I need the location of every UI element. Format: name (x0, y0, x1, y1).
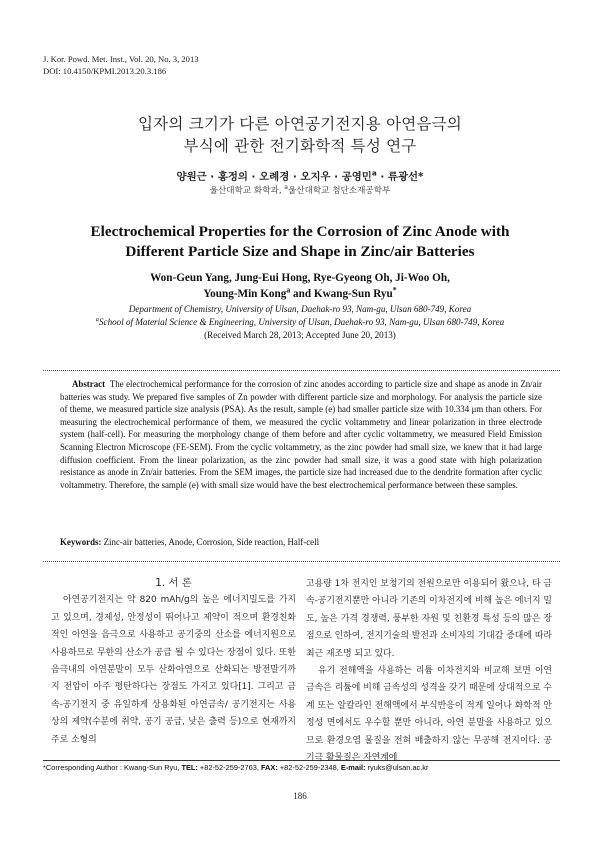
english-authors-line2-a: Young-Min Kong (203, 288, 287, 300)
footnote (43, 763, 428, 772)
english-authors-line2 (0, 286, 600, 302)
received-dates: (Received March 28, 2013; Accepted June 20, 2013) (204, 329, 396, 340)
english-affil2: School of Material Science & Engineering, University of Ulsan, Daehak-ro 93, Nam-gu, Ulsan 680-749, Korea (98, 316, 505, 327)
section-title: 1. 서 론 (155, 577, 192, 589)
english-authors-line2-sup: a (286, 285, 291, 295)
korean-affil-b: 울산대학교 첨단소재공학부 (287, 186, 391, 196)
english-title-line1: Electrochemical Properties for the Corrosion of Zinc Anode with (90, 223, 510, 240)
abstract-text: The electrochemical performance for the corrosion of zinc anodes according to particle size and shape as anode in Zn/air batteries was study. We prepared five samples of Zn powder with different particle size and morphology. For analysis the particle size of theme, we measured particle size analysis (PSA). As the result, sample (e) had smaller particle size with 10.334 μm than others. For measuring the electrochemical performance of them, we measured the cyclic voltammetry and linear polarization in three electrode system (half-cell). For measuring the morphology change of them before and after cyclic voltammetry, we measured Field Emission Scanning Electron Microscope (FE-SEM). From the cyclic voltammetry, as the zinc powder had small size, we knew that it had large diffusion coefficient. From the linear polarization, as the zinc powder had small size, it was a good state with high polarization resistance as anode in Zn/air batteries. From the SEM images, the particle size had increased due to the dendrite formation after cyclic voltammetry. Therefore, the sample (e) with small size would have the best electrochemical performance between these samples. (60, 379, 543, 490)
footnote-tel-label: TEL: (181, 763, 198, 772)
divider-top (43, 370, 560, 371)
english-authors (0, 270, 600, 302)
abstract-label: Abstract (72, 379, 106, 389)
abstract (60, 378, 542, 491)
korean-authors-sup: a (371, 168, 377, 178)
footnote-name: Kwang-Sun Ryu, (123, 763, 182, 772)
korean-authors-b: · 류광선* (376, 171, 424, 183)
english-affil1: Department of Chemistry, University of Ulsan, Daehak-ro 93, Nam-gu, Ulsan 680-749, Korea (128, 304, 472, 314)
keywords-label: Keywords: (60, 537, 102, 547)
right-paragraph-1: 고용량 1차 전지인 보청기의 전원으로만 이용되어 왔으나, 타 금속-공기전지뿐만 아니라 기존의 이차전지에 비해 높은 에너지 밀도, 높은 가격 경쟁력, 풍부한 자원 및 친환경 특성 등의 많은 장점으로 인하여, 전지기술의 발전과 소비자의 기대감 증대에 따라 최근 재조명 되고 있다. (306, 579, 552, 659)
english-title-line2: Different Particle Size and Shape in Zinc/air Batteries (125, 243, 475, 260)
footnote-fax: +82-52-259-2348, (277, 763, 341, 772)
footnote-rule (43, 760, 560, 761)
footnote-email: ryuks@ulsan.ac.kr (365, 763, 429, 772)
korean-authors-a: 양원근 · 홍정의 · 오례경 · 오지우 · 공영민 (176, 171, 372, 183)
footnote-email-label: E-mail: (340, 763, 366, 772)
footnote-label: *Corresponding Author : (43, 763, 124, 772)
divider-bottom (43, 561, 560, 562)
korean-title (0, 113, 600, 157)
keywords (60, 537, 542, 547)
english-affil2-sup: a (95, 315, 99, 323)
english-title (0, 222, 600, 262)
korean-title-line1: 입자의 크기가 다른 아연공기전지용 아연음극의 (138, 115, 462, 133)
english-authors-line2-b: and Kwang-Sun Ryu (290, 288, 393, 300)
english-authors-line1: Won-Geun Yang, Jung-Eui Hong, Rye-Gyeong Oh, Ji-Woo Oh, (150, 272, 450, 284)
body-right-column (306, 576, 552, 767)
body-left-column (51, 575, 296, 749)
english-affil2-line (0, 316, 600, 329)
korean-affil-sup: a (284, 184, 288, 192)
left-paragraph-1: 아연공기전지는 약 820 mAh/g의 높은 에너지밀도를 가지고 있으며, 경제성, 안정성이 뛰어나고 제약이 적으며 환경친화적인 아연을 음극으로 사용하고 공기중의 산소를 에너지원으로 사용하므로 무한의 산소가 공급 될 수 있다는 장점이 있다. 또한 음극내의 아연분말이 모두 산화아연으로 산화되는 방전말기까지 전압이 아주 평탄하다는 장점도 가지고 있다[1]. 그리고 금속-공기전지 중 유일하게 상용화된 아연금속/ 공기전지는 사용상의 제약(수분에 취약, 공기 공급, 낮은 출력 등)으로 현재까지 주로 소형의 (51, 595, 296, 745)
korean-authors (0, 168, 600, 183)
journal-doi: DOI: 10.4150/KPMI.2013.20.3.186 (43, 66, 167, 76)
journal-header (43, 53, 199, 77)
korean-affiliation (0, 184, 600, 196)
korean-affil-a: 울산대학교 화학과, (209, 186, 285, 196)
page-number: 186 (293, 791, 307, 801)
keywords-text: Zinc-air batteries, Anode, Corrosion, Side reaction, Half-cell (103, 537, 320, 547)
korean-title-line2: 부식에 관한 전기화학적 특성 연구 (183, 137, 417, 155)
english-affiliations (0, 303, 600, 341)
english-authors-line2-star: * (392, 285, 397, 295)
footnote-fax-label: FAX: (260, 763, 278, 772)
journal-citation: J. Kor. Powd. Met. Inst., Vol. 20, No. 3, 2013 (43, 54, 199, 64)
right-paragraph-2: 유기 전해액을 사용하는 리튬 이차전지와 비교해 보면 이연금속은 리튬에 비해 금속성의 성격을 갖기 때문에 상대적으로 수계 또는 알칼라인 전해액에서 부식반응이 적게 일어나 화학적 안정성 면에서도 우수할 뿐만 아니라, 아연 분말을 사용하고 있으므로 환경오염 물질을 전혀 배출하지 않는 무공해 전지이다. 공기극 활물질은 자연계에 (306, 666, 552, 764)
footnote-tel: +82-52-259-2763, (197, 763, 261, 772)
